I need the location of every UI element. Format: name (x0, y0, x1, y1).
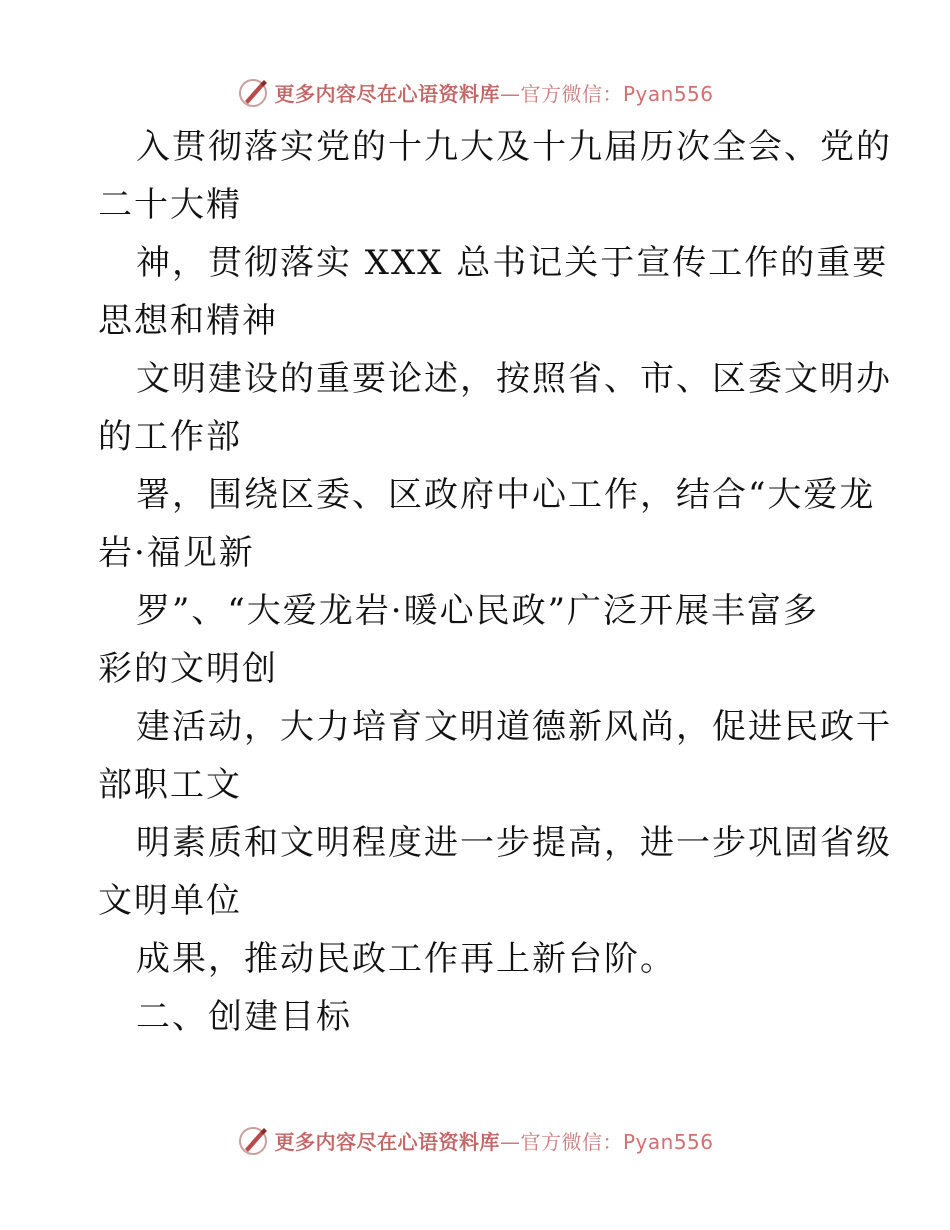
footer-wechat-id: Pyan556 (622, 1129, 714, 1154)
section-heading: 二、创建目标 (136, 997, 352, 1037)
footer-watermark (0, 1120, 950, 1160)
body-line: 入贯彻落实党的十九大及十九届历次全会、党的 (136, 127, 892, 167)
header-wechat-label: 官方微信： (520, 81, 623, 106)
body-line: 成果，推动民政工作再上新台阶。 (136, 939, 676, 979)
body-line: 文明建设的重要论述，按照省、市、区委文明办 (136, 359, 892, 399)
body-line: 部职工文 (98, 765, 242, 805)
body-line: 文明单位 (98, 881, 242, 921)
header-watermark (0, 72, 950, 112)
body-line: 署，围绕区委、区政府中心工作，结合“大爱龙 (136, 475, 876, 515)
body-line: 思想和精神 (98, 301, 278, 341)
header-text (274, 78, 713, 107)
pen-logo-icon (236, 75, 270, 109)
header-site-text: 更多内容尽在心语资料库 (274, 81, 500, 106)
header-wechat-id: Pyan556 (622, 81, 714, 106)
footer-wechat-label: 官方微信： (520, 1129, 623, 1154)
body-line: 建活动，大力培育文明道德新风尚，促进民政干 (136, 707, 892, 747)
body-line: 彩的文明创 (98, 649, 278, 689)
body-line: 二十大精 (98, 185, 242, 225)
body-line: 岩·福见新 (98, 533, 255, 573)
footer-text (274, 1126, 713, 1155)
body-line: 罗”、“大爱龙岩·暖心民政”广泛开展丰富多 (136, 591, 819, 631)
footer-separator: — (499, 1129, 521, 1154)
body-line: 神，贯彻落实 XXX 总书记关于宣传工作的重要 (136, 243, 889, 283)
document-body (98, 118, 892, 1046)
header-separator: — (499, 81, 521, 106)
body-line: 的工作部 (98, 417, 242, 457)
footer-site-text: 更多内容尽在心语资料库 (274, 1129, 500, 1154)
body-line: 明素质和文明程度进一步提高，进一步巩固省级 (136, 823, 892, 863)
pen-logo-icon (236, 1123, 270, 1157)
